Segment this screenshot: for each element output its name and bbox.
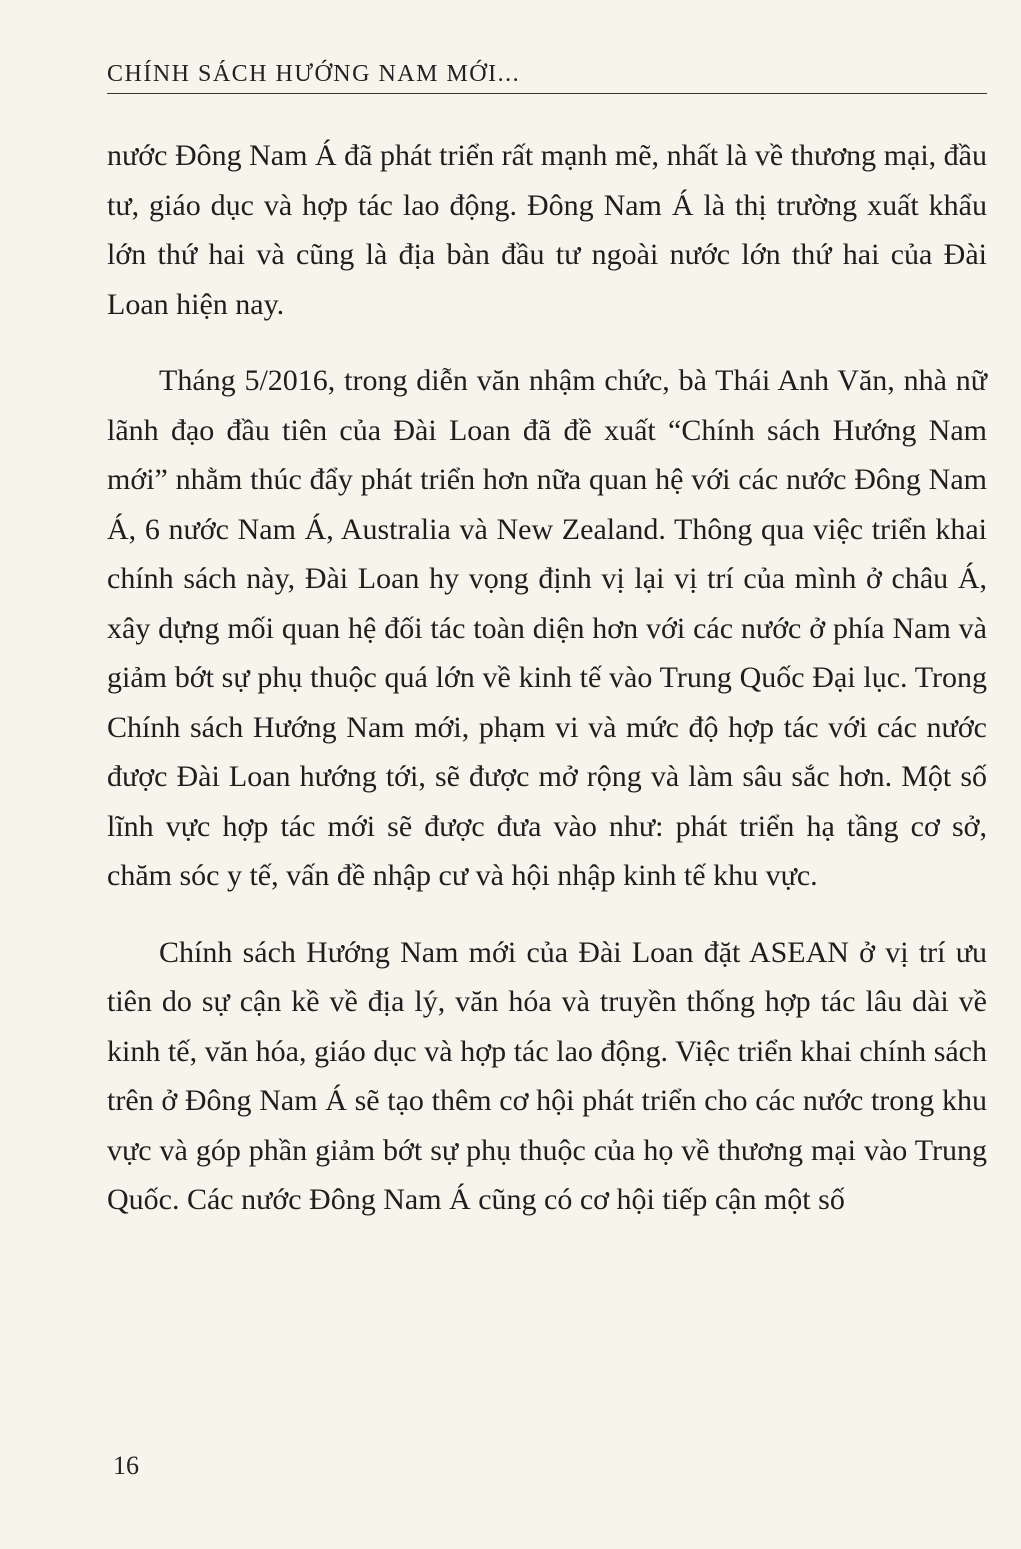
paragraph-1: nước Đông Nam Á đã phát triển rất mạnh mẽ, nhất là về thương mại, đầu tư, giáo dục và hợp tác lao động. Đông Nam Á là thị trường xuất khẩu lớn thứ hai và cũng là địa bàn đầu tư ngoài nước lớn thứ hai của Đài Loan hiện nay. xyxy=(107,139,987,321)
body-text xyxy=(107,131,987,1225)
paragraph-3: Chính sách Hướng Nam mới của Đài Loan đặt ASEAN ở vị trí ưu tiên do sự cận kề về địa lý, văn hóa và truyền thống hợp tác lâu dài về kinh tế, văn hóa, giáo dục và hợp tác lao động. Việc triển khai chính sách trên ở Đông Nam Á sẽ tạo thêm cơ hội phát triển cho các nước trong khu vực và góp phần giảm bớt sự phụ thuộc của họ về thương mại vào Trung Quốc. Các nước Đông Nam Á cũng có cơ hội tiếp cận một số xyxy=(107,935,987,1216)
header-rule xyxy=(107,93,987,94)
running-head: CHÍNH SÁCH HƯỚNG NAM MỚI... xyxy=(107,61,521,87)
paragraph-2: Tháng 5/2016, trong diễn văn nhậm chức, bà Thái Anh Văn, nhà nữ lãnh đạo đầu tiên của Đài Loan đã đề xuất “Chính sách Hướng Nam mới” nhằm thúc đẩy phát triển hơn nữa quan hệ với các nước Đông Nam Á, 6 nước Nam Á, Australia và New Zealand. Thông qua việc triển khai chính sách này, Đài Loan hy vọng định vị lại vị trí của mình ở châu Á, xây dựng mối quan hệ đối tác toàn diện hơn với các nước ở phía Nam và giảm bớt sự phụ thuộc quá lớn về kinh tế vào Trung Quốc Đại lục. Trong Chính sách Hướng Nam mới, phạm vi và mức độ hợp tác với các nước được Đài Loan hướng tới, sẽ được mở rộng và làm sâu sắc hơn. Một số lĩnh vực hợp tác mới sẽ được đưa vào như: phát triển hạ tầng cơ sở, chăm sóc y tế, vấn đề nhập cư và hội nhập kinh tế khu vực. xyxy=(107,364,987,892)
page-number: 16 xyxy=(113,1451,139,1480)
